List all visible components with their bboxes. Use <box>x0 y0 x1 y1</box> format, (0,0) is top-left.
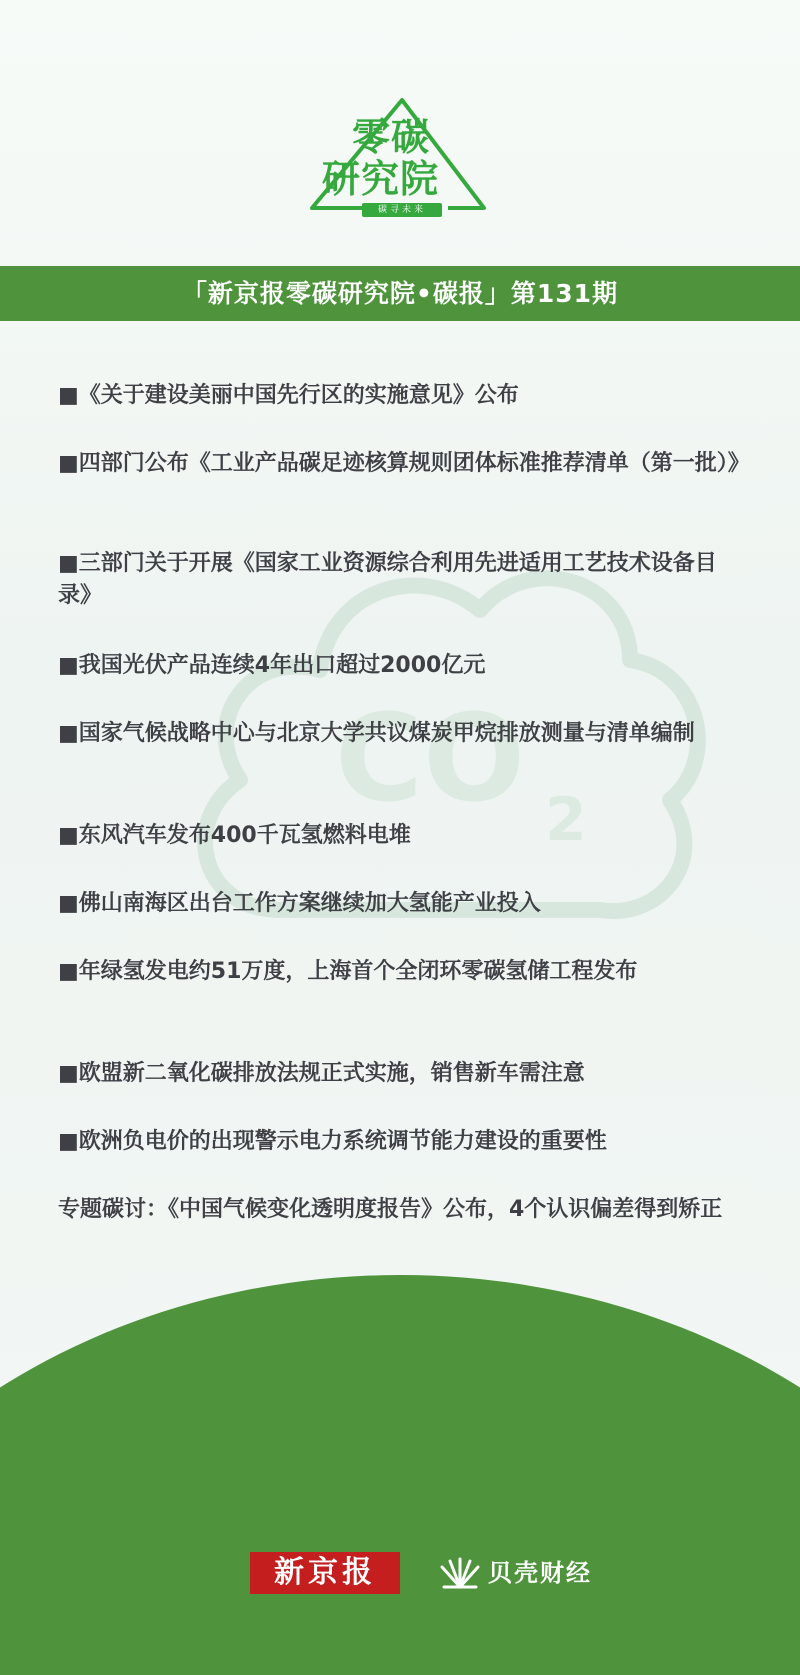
footer <box>0 1545 800 1605</box>
headline-item[interactable]: ■国家气候战略中心与北京大学共议煤炭甲烷排放测量与清单编制 <box>58 721 695 746</box>
headline-item[interactable]: 专题碳讨：《中国气候变化透明度报告》公布，4个认识偏差得到矫正 <box>58 1197 723 1222</box>
zero-carbon-logo <box>308 96 492 226</box>
headline-item[interactable]: ■东风汽车发布400千瓦氢燃料电堆 <box>58 823 411 848</box>
beike-finance-logo <box>438 1553 608 1593</box>
svg-text:2: 2 <box>545 785 587 855</box>
headline-item[interactable]: ■欧洲负电价的出现警示电力系统调节能力建设的重要性 <box>58 1129 607 1154</box>
headline-item[interactable]: ■欧盟新二氧化碳排放法规正式实施，销售新车需注意 <box>58 1061 585 1086</box>
logo-tagline: 碳寻未来 <box>362 203 442 217</box>
headline-item[interactable]: ■《关于建设美丽中国先行区的实施意见》公布 <box>58 383 519 408</box>
headline-item[interactable]: ■我国光伏产品连续4年出口超过2000亿元 <box>58 653 486 678</box>
issue-title-band <box>0 266 800 321</box>
headline-item[interactable]: ■四部门公布《工业产品碳足迹核算规则团体标准推荐清单（第一批）》 <box>58 451 750 476</box>
issue-title: 「新京报零碳研究院•碳报」第131期 <box>181 279 619 308</box>
logo-title-line1: 零碳 <box>352 115 431 159</box>
beike-finance-text: 贝壳财经 <box>488 1559 592 1587</box>
headline-item[interactable]: ■年绿氢发电约51万度，上海首个全闭环零碳氢储工程发布 <box>58 959 638 984</box>
bottom-green-arc <box>0 1275 800 1675</box>
shell-icon <box>438 1555 482 1591</box>
headline-item[interactable]: ■三部门关于开展《国家工业资源综合利用先进适用工艺技术设备目录》 <box>58 551 717 608</box>
svg-text:CO: CO <box>335 690 526 829</box>
headline-item[interactable]: ■佛山南海区出台工作方案继续加大氢能产业投入 <box>58 891 541 916</box>
logo-title-line2: 研究院 <box>322 157 440 201</box>
xinjingbao-logo: 新京报 <box>250 1552 400 1594</box>
